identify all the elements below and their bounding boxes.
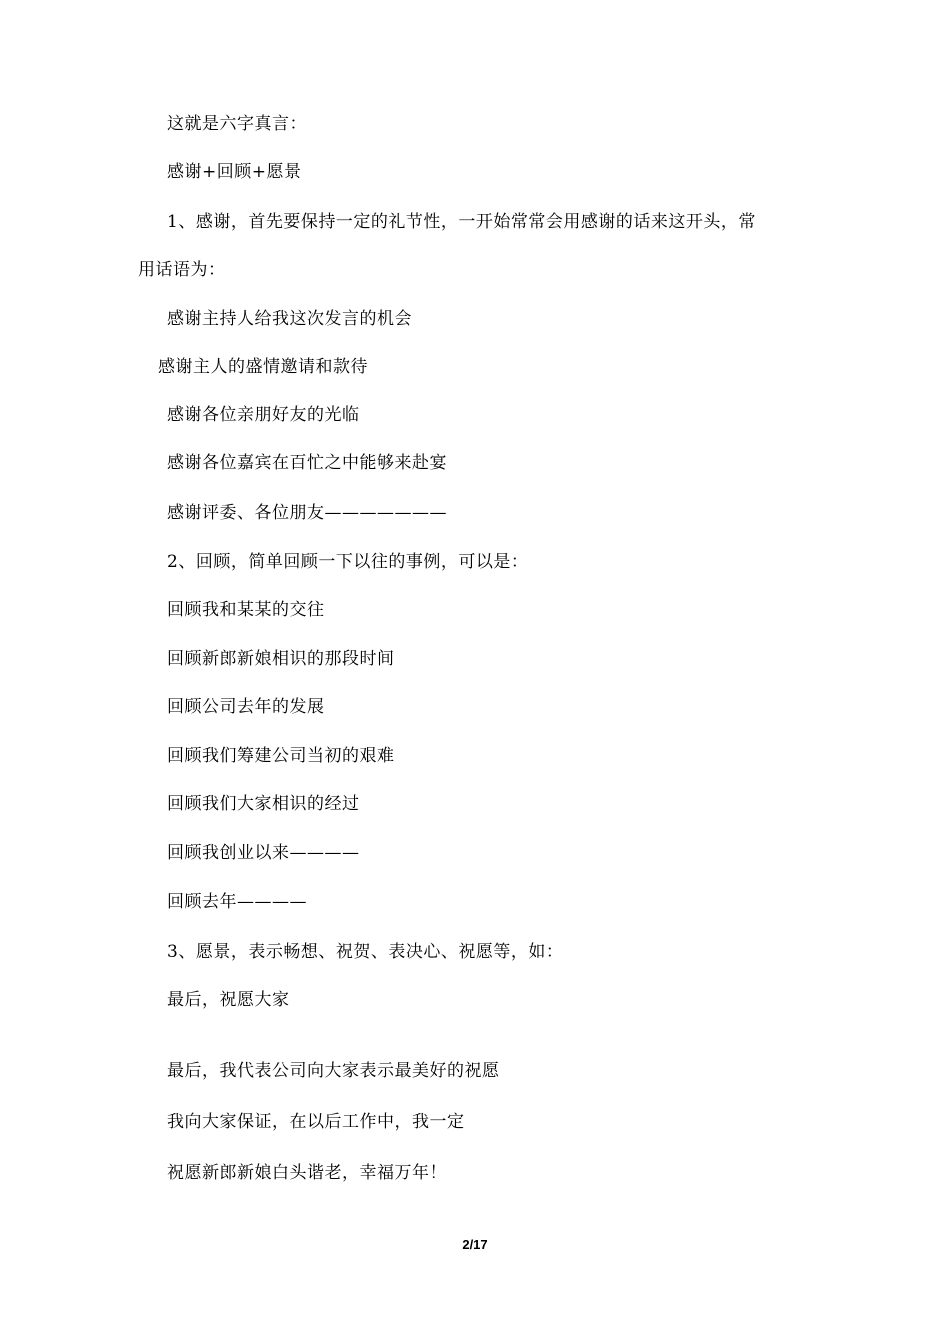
text-line-review-4: 回顾我们筹建公司当初的艰难	[167, 746, 395, 766]
page-number: 2/17	[462, 1237, 488, 1252]
text-line-review-5: 回顾我们大家相识的经过	[167, 794, 360, 814]
text-line-thanks-2: 感谢主人的盛情邀请和款待	[158, 357, 368, 377]
text-line-review-7: 回顾去年————	[167, 892, 307, 912]
text-line-thanks-1: 感谢主持人给我这次发言的机会	[167, 309, 412, 329]
text-line-section-2: 2、回顾，简单回顾一下以往的事例，可以是：	[167, 552, 529, 572]
text-line-review-2: 回顾新郎新娘相识的那段时间	[167, 649, 395, 669]
text-line-thanks-4: 感谢各位嘉宾在百忙之中能够来赴宴	[167, 453, 447, 473]
text-line-intro: 这就是六字真言：	[167, 114, 307, 134]
text-line-thanks-5: 感谢评委、各位朋友———————	[167, 503, 447, 523]
text-line-formula: 感谢+回顾+愿景	[167, 162, 302, 182]
text-line-wish-3: 我向大家保证，在以后工作中，我一定	[167, 1112, 465, 1132]
text-line-section-1-cont: 用话语为：	[138, 260, 226, 280]
text-line-wish-2: 最后，我代表公司向大家表示最美好的祝愿	[167, 1061, 500, 1081]
text-line-review-3: 回顾公司去年的发展	[167, 697, 325, 717]
text-line-wish-4: 祝愿新郎新娘白头谐老，幸福万年！	[167, 1163, 447, 1183]
text-line-wish-1: 最后，祝愿大家	[167, 990, 290, 1010]
text-line-review-6: 回顾我创业以来————	[167, 843, 360, 863]
text-line-thanks-3: 感谢各位亲朋好友的光临	[167, 405, 360, 425]
text-line-review-1: 回顾我和某某的交往	[167, 600, 325, 620]
text-line-section-1: 1、感谢，首先要保持一定的礼节性，一开始常常会用感谢的话来这开头，常	[167, 212, 756, 232]
text-line-section-3: 3、愿景，表示畅想、祝贺、表决心、祝愿等，如：	[167, 942, 564, 962]
